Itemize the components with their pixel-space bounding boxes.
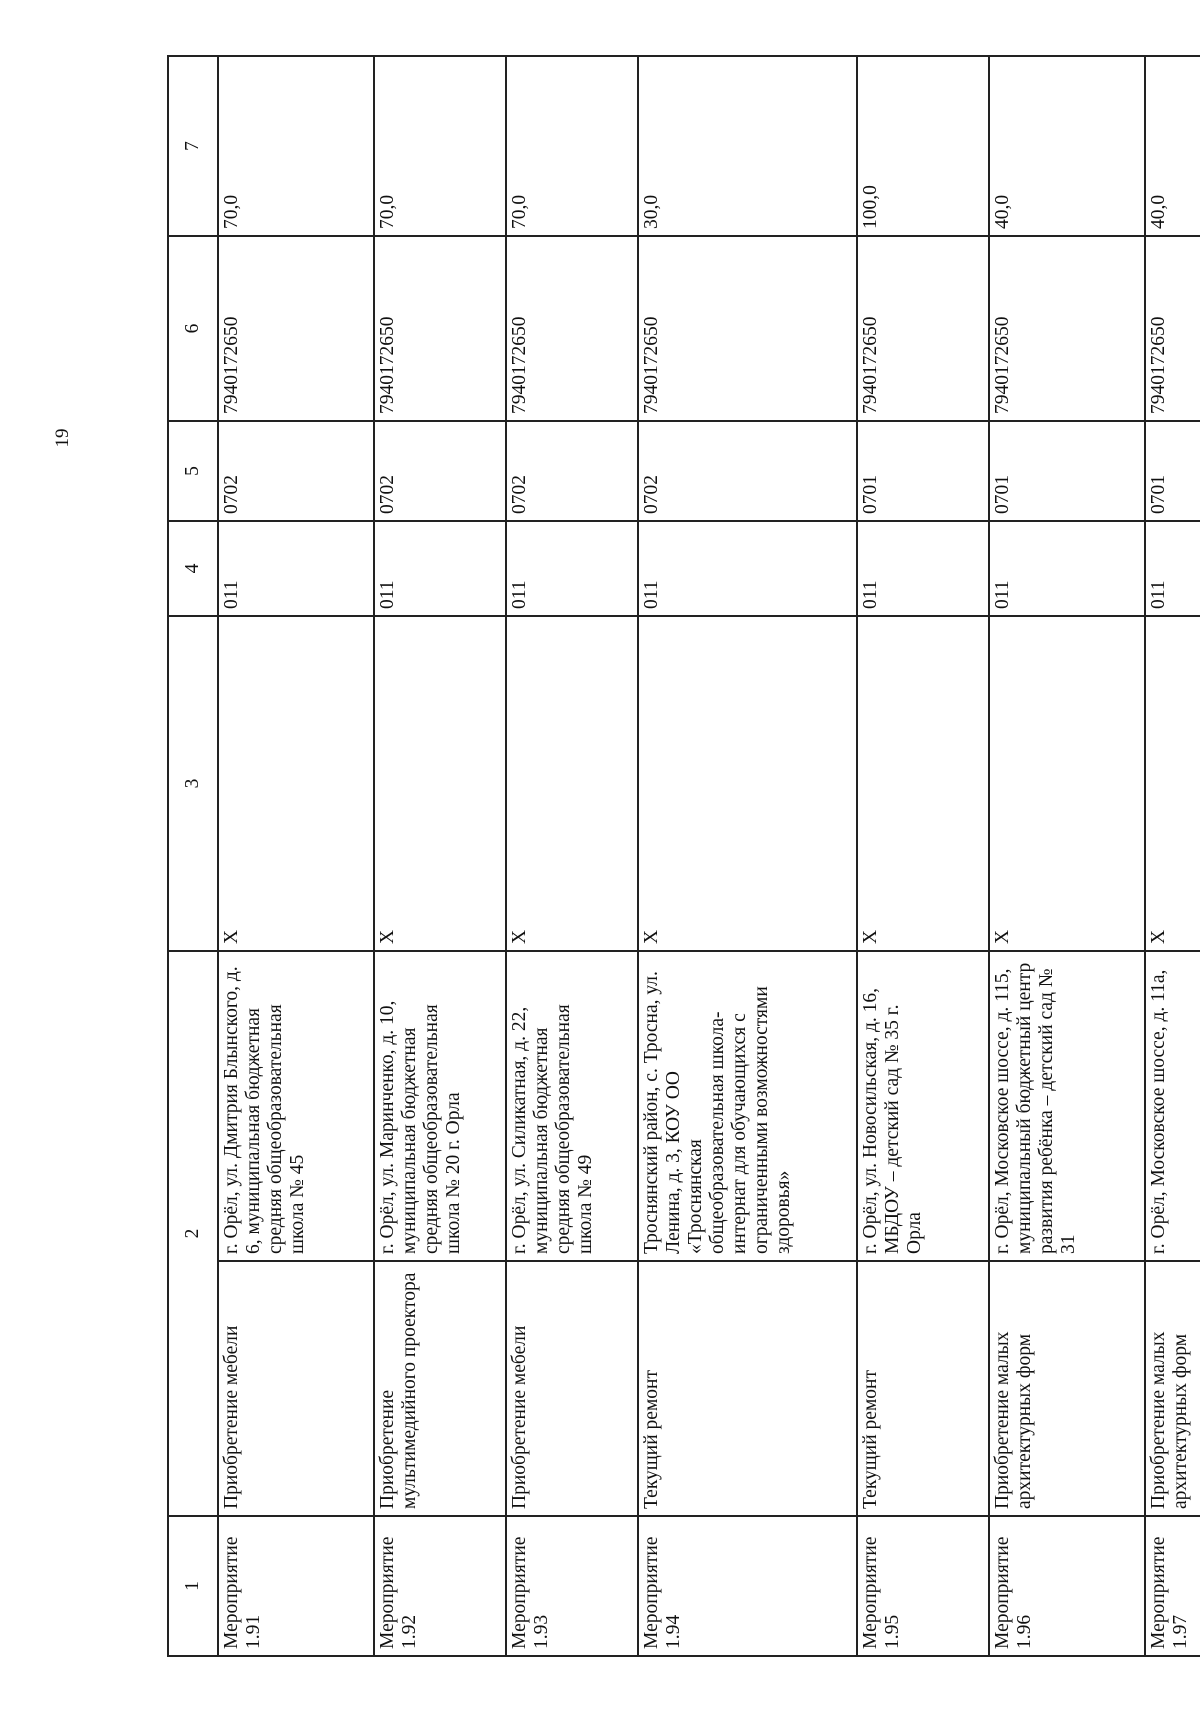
col6-cell: 7940172650 (374, 236, 506, 421)
page-number: 19 (52, 428, 73, 448)
header-cell-4: 4 (168, 521, 218, 616)
action-cell: Приобретение мебели (218, 1261, 374, 1516)
header-cell-2: 2 (168, 951, 218, 1516)
col3-cell: Х (506, 616, 638, 951)
col5-cell: 0701 (1145, 421, 1200, 521)
col7-cell: 70,0 (374, 56, 506, 236)
action-cell: Приобретение мультимедийного проектора (374, 1261, 506, 1516)
event-cell: Мероприятие 1.97 (1145, 1516, 1200, 1656)
col5-cell: 0702 (506, 421, 638, 521)
col4-cell: 011 (218, 521, 374, 616)
event-cell: Мероприятие 1.91 (218, 1516, 374, 1656)
table-header-row (168, 56, 218, 1656)
table-row (1145, 56, 1200, 1656)
col7-cell: 40,0 (989, 56, 1145, 236)
col3-cell: Х (374, 616, 506, 951)
event-cell: Мероприятие 1.96 (989, 1516, 1145, 1656)
table-row (218, 56, 374, 1656)
table-wrap (167, 57, 1200, 1657)
col4-cell: 011 (638, 521, 858, 616)
event-cell: Мероприятие 1.95 (857, 1516, 989, 1656)
col5-cell: 0701 (857, 421, 989, 521)
col4-cell: 011 (857, 521, 989, 616)
col3-cell: Х (218, 616, 374, 951)
table-row (374, 56, 506, 1656)
col6-cell: 7940172650 (638, 236, 858, 421)
address-cell: г. Орёл, Московское шоссе, д. 115, муниципальный бюджетный центр развития ребёнка – детский сад № 31 (989, 951, 1145, 1261)
table-row (857, 56, 989, 1656)
col6-cell: 7940172650 (1145, 236, 1200, 421)
event-cell: Мероприятие 1.93 (506, 1516, 638, 1656)
header-cell-6: 6 (168, 236, 218, 421)
header-cell-3: 3 (168, 616, 218, 951)
action-cell: Приобретение малых архитектурных форм (989, 1261, 1145, 1516)
col6-cell: 7940172650 (218, 236, 374, 421)
header-cell-1: 1 (168, 1516, 218, 1656)
col3-cell: Х (857, 616, 989, 951)
header-cell-7: 7 (168, 56, 218, 236)
col4-cell: 011 (374, 521, 506, 616)
col5-cell: 0702 (638, 421, 858, 521)
action-cell: Текущий ремонт (638, 1261, 858, 1516)
table-row (989, 56, 1145, 1656)
address-cell: г. Орёл, ул. Силикатная, д. 22, муниципальная бюджетная средняя общеобразовательная школа № 49 (506, 951, 638, 1261)
address-cell: г. Орёл, ул. Новосильская, д. 16, МБДОУ – детский сад № 35 г. Орла (857, 951, 989, 1261)
col7-cell: 100,0 (857, 56, 989, 236)
action-cell: Приобретение мебели (506, 1261, 638, 1516)
col5-cell: 0702 (374, 421, 506, 521)
col7-cell: 40,0 (1145, 56, 1200, 236)
rotated-frame (167, 57, 1200, 1657)
col3-cell: Х (1145, 616, 1200, 951)
col5-cell: 0702 (218, 421, 374, 521)
table-row (506, 56, 638, 1656)
event-cell: Мероприятие 1.92 (374, 1516, 506, 1656)
col7-cell: 70,0 (218, 56, 374, 236)
header-cell-5: 5 (168, 421, 218, 521)
col6-cell: 7940172650 (506, 236, 638, 421)
col7-cell: 70,0 (506, 56, 638, 236)
col4-cell: 011 (1145, 521, 1200, 616)
address-cell: г. Орёл, ул. Маринченко, д. 10, муниципальная бюджетная средняя общеобразовательная школа № 20 г. Орла (374, 951, 506, 1261)
col3-cell: Х (638, 616, 858, 951)
col7-cell: 30,0 (638, 56, 858, 236)
event-cell: Мероприятие 1.94 (638, 1516, 858, 1656)
col5-cell: 0701 (989, 421, 1145, 521)
col6-cell: 7940172650 (857, 236, 989, 421)
col4-cell: 011 (989, 521, 1145, 616)
table-row (638, 56, 858, 1656)
budget-table (167, 55, 1200, 1657)
col3-cell: Х (989, 616, 1145, 951)
address-cell: Троснянский район, с. Тросна, ул. Ленина, д. 3, КОУ ОО «Троснянская общеобразовательная школа-интернат для обучающихся с ограниченными возможностями здоровья» (638, 951, 858, 1261)
action-cell: Текущий ремонт (857, 1261, 989, 1516)
address-cell: г. Орёл, ул. Дмитрия Блынского, д. 6, муниципальная бюджетная средняя общеобразовательная школа № 45 (218, 951, 374, 1261)
col6-cell: 7940172650 (989, 236, 1145, 421)
col4-cell: 011 (506, 521, 638, 616)
action-cell: Приобретение малых архитектурных форм (1145, 1261, 1200, 1516)
address-cell: г. Орёл, Московское шоссе, д. 11а, (1145, 951, 1200, 1261)
